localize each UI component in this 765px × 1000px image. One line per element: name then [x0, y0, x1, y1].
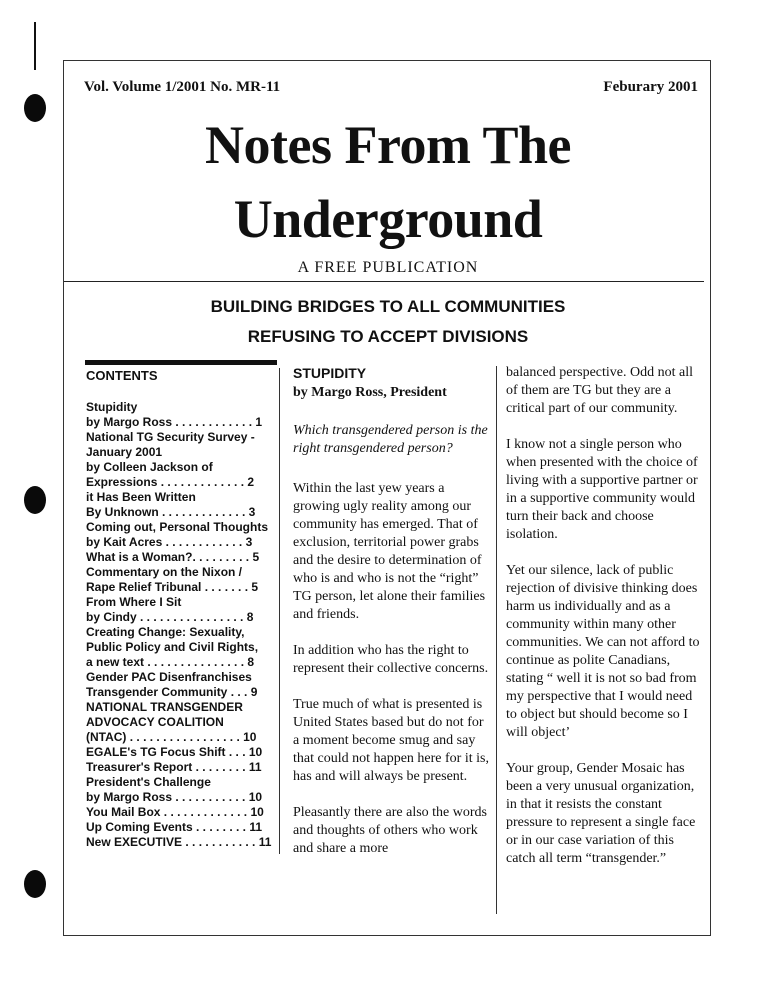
contents-line: Transgender Community . . . 9 [86, 685, 258, 699]
article-paragraph: Pleasantly there are also the words and thoughts of others who work and share a more [293, 805, 487, 856]
article-paragraph: In addition who has the right to represent their collective concerns. [293, 643, 489, 676]
contents-line: By Unknown . . . . . . . . . . . . . 3 [86, 505, 256, 519]
contents-line: January 2001 [86, 445, 163, 459]
column-divider [279, 368, 280, 854]
contents-line: What is a Woman?. . . . . . . . . 5 [86, 550, 260, 564]
margin-tick-mark [34, 22, 36, 70]
contents-line: Expressions . . . . . . . . . . . . . 2 [86, 475, 255, 489]
contents-line: Rape Relief Tribunal . . . . . . . 5 [86, 580, 259, 594]
contents-line: ADVOCACY COALITION [86, 715, 224, 729]
contents-line: it Has Been Written [86, 490, 196, 504]
article-paragraph: Within the last yew years a growing ugly reality among our community has emerged. That of exclusion, territorial power grabs and the desire to determination of who is and who is not the “right” TG person, let alone their families and friends. [293, 481, 486, 622]
article-paragraph: Yet our silence, lack of public rejection of divisive thinking does harm us individually and as a community within many other communities. We can not afford to continue as polite Canadians, stating “ well it is not so bad from my perspective that I would need to object but should become so I will object’ [506, 563, 700, 740]
article-paragraph: True much of what is presented is United States based but do not for a moment become smug and say that could not happen here for it is, has and will always be present. [293, 697, 489, 784]
article-column-2 [506, 364, 702, 886]
binder-hole [24, 94, 46, 122]
contents-line: Gender PAC Disenfranchises [86, 670, 252, 684]
contents-line: You Mail Box . . . . . . . . . . . . . 10 [86, 805, 264, 819]
masthead-title-line1: Notes From The [205, 115, 571, 175]
contents-line: Treasurer's Report . . . . . . . . 11 [86, 760, 262, 774]
contents-line: NATIONAL TRANSGENDER [86, 700, 243, 714]
article-paragraph: Your group, Gender Mosaic has been a very unusual organization, in that it resists the constant pressure to represent a single face or in our case variation of this catch all term “transgender.” [506, 761, 696, 866]
contents-line: From Where I Sit [86, 595, 182, 609]
slogan-line1: BUILDING BRIDGES TO ALL COMMUNITIES [210, 297, 566, 316]
contents-line: Public Policy and Civil Rights, [86, 640, 259, 654]
contents-line: President's Challenge [86, 775, 211, 789]
masthead-title-line2: Underground [233, 189, 543, 249]
article-paragraph: balanced perspective. Odd not all of them are TG but they are a critical part of our community. [506, 365, 693, 416]
issue-date: Feburary 2001 [603, 79, 698, 95]
contents-line: by Kait Acres . . . . . . . . . . . . 3 [86, 535, 253, 549]
binder-hole [24, 870, 46, 898]
column-divider [496, 366, 497, 914]
contents-line: by Margo Ross . . . . . . . . . . . . 1 [86, 415, 263, 429]
contents-line: National TG Security Survey - [86, 430, 255, 444]
contents-line: Up Coming Events . . . . . . . . 11 [86, 820, 263, 834]
article-paragraph: I know not a single person who when presented with the choice of living with a supportive partner or in a supportive community would turn their back and choose isolation. [506, 437, 698, 542]
contents-heading: CONTENTS [86, 368, 158, 383]
article-column-1 [293, 364, 489, 876]
masthead-subtitle: A FREE PUBLICATION [297, 259, 479, 276]
contents-line: by Colleen Jackson of [86, 460, 213, 474]
header-divider [64, 281, 704, 282]
contents-line: a new text . . . . . . . . . . . . . . . 8 [86, 655, 255, 669]
article-byline: by Margo Ross, President [293, 385, 447, 400]
slogan-line2: REFUSING TO ACCEPT DIVISIONS [247, 327, 529, 346]
contents-line: by Cindy . . . . . . . . . . . . . . . . 8 [86, 610, 254, 624]
table-of-contents [86, 400, 278, 850]
article-question: Which transgendered person is the right transgendered person? [293, 423, 488, 456]
contents-line: (NTAC) . . . . . . . . . . . . . . . . . 10 [86, 730, 257, 744]
contents-line: by Margo Ross . . . . . . . . . . . 10 [86, 790, 263, 804]
contents-line: Coming out, Personal Thoughts [86, 520, 268, 534]
contents-bar [85, 360, 277, 365]
contents-line: Creating Change: Sexuality, [86, 625, 245, 639]
article-title: STUPIDITY [293, 365, 367, 381]
volume-label: Vol. Volume 1/2001 No. MR-11 [84, 79, 281, 95]
binder-hole [24, 486, 46, 514]
contents-line: EGALE's TG Focus Shift . . . 10 [86, 745, 263, 759]
contents-line: Stupidity [86, 400, 138, 414]
contents-line: Commentary on the Nixon / [86, 565, 243, 579]
contents-line: New EXECUTIVE . . . . . . . . . . . 11 [86, 835, 272, 849]
